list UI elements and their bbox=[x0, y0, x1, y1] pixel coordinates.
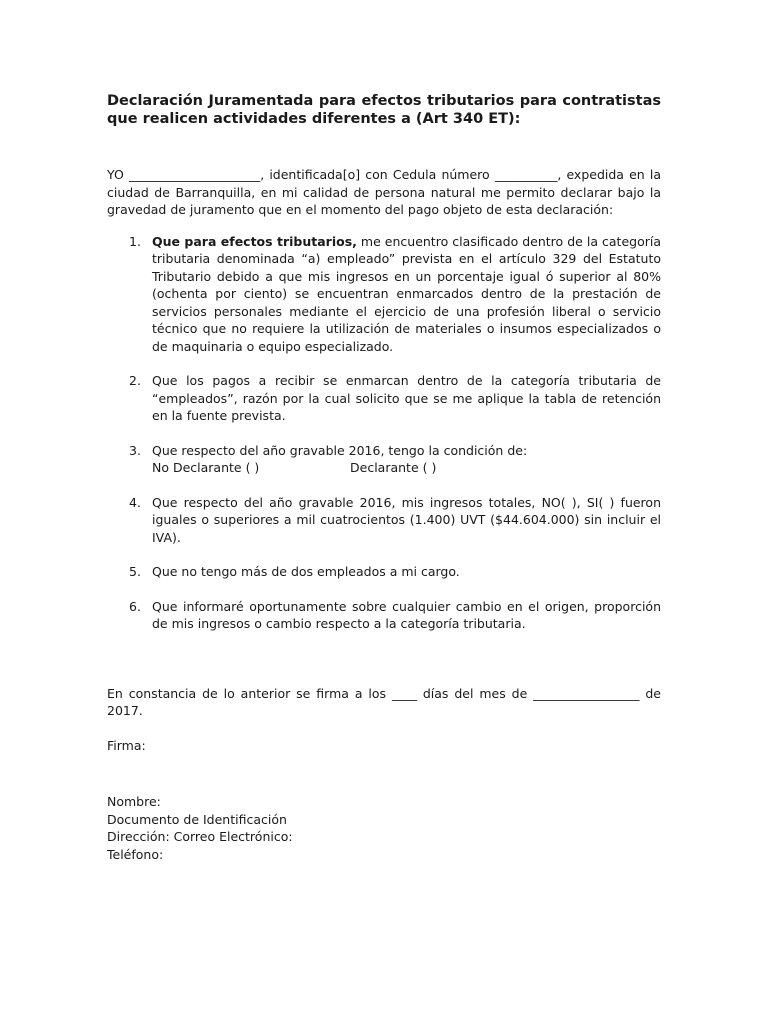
nombre-label: Nombre: bbox=[107, 794, 161, 809]
document-page bbox=[107, 92, 661, 863]
list-item bbox=[107, 563, 661, 581]
item-number: 1. bbox=[129, 233, 141, 249]
list-item bbox=[107, 372, 661, 425]
documento-label: Documento de Identificación bbox=[107, 811, 287, 827]
list-item bbox=[107, 598, 661, 633]
item-number: 5. bbox=[129, 564, 141, 579]
document-title: Declaración Juramentada para efectos tributarios para contratistas que realicen actividades diferentes a (Art 340 ET): bbox=[107, 93, 661, 127]
direccion-label: Dirección: Correo Electrónico: bbox=[107, 829, 293, 844]
item-text: Que informaré oportunamente sobre cualquier cambio en el origen, proporción de mis ingresos o cambio respecto a la categoría tributaria. bbox=[152, 598, 661, 631]
list-item bbox=[107, 494, 661, 547]
list-item bbox=[107, 442, 661, 477]
item-number: 4. bbox=[129, 494, 141, 510]
item-text: Que respecto del año gravable 2016, mis ingresos totales, NO( ), SI( ) fueron iguales o superiores a mil cuatrocientos (1.400) UVT ($44.604.000) sin incluir el IVA). bbox=[152, 494, 661, 545]
declarant-options bbox=[152, 459, 661, 477]
item-number: 6. bbox=[129, 598, 141, 614]
item-text: me encuentro clasificado dentro de la categoría tributaria denominada “a) empleado” prevista en el artículo 329 del Estatuto Tributario debido a que mis ingresos en un porcentaje igual ó superior al 80% (ochenta por ciento) se encuentran enmarcados dentro de la prestación de servicios personales mediante el ejercicio de una profesión liberal o servicio técnico que no requiere la utilización de materiales o insumos especializados o de maquinaria o equipo especializado. bbox=[152, 233, 661, 354]
signer-fields bbox=[107, 793, 661, 863]
closing-paragraph: En constancia de lo anterior se firma a los ____ días del mes de _________________ de 2017. bbox=[107, 685, 661, 718]
item-text: Que no tengo más de dos empleados a mi cargo. bbox=[152, 564, 460, 579]
item-number: 3. bbox=[129, 442, 141, 458]
telefono-label: Teléfono: bbox=[107, 846, 164, 862]
option-declarante: Declarante ( ) bbox=[350, 460, 437, 475]
item-text: Que respecto del año gravable 2016, tengo la condición de: bbox=[152, 442, 528, 458]
item-number: 2. bbox=[129, 373, 141, 388]
item-lead-text: Que para efectos tributarios, bbox=[152, 233, 357, 249]
option-no-declarante: No Declarante ( ) bbox=[152, 460, 260, 475]
declaration-list bbox=[107, 233, 661, 633]
firma-label: Firma: bbox=[107, 737, 146, 753]
intro-paragraph: YO _____________________, identificada[o] con Cedula número __________, expedida en la ciudad de Barranquilla, en mi calidad de persona natural me permito declarar bajo la gravedad de juramento que en el momento del pago objeto de esta declaración: bbox=[107, 167, 661, 217]
list-item bbox=[107, 233, 661, 356]
item-text: Que los pagos a recibir se enmarcan dentro de la categoría tributaria de “empleados”, razón por la cual solicito que se me aplique la tabla de retención en la fuente prevista. bbox=[152, 373, 661, 423]
